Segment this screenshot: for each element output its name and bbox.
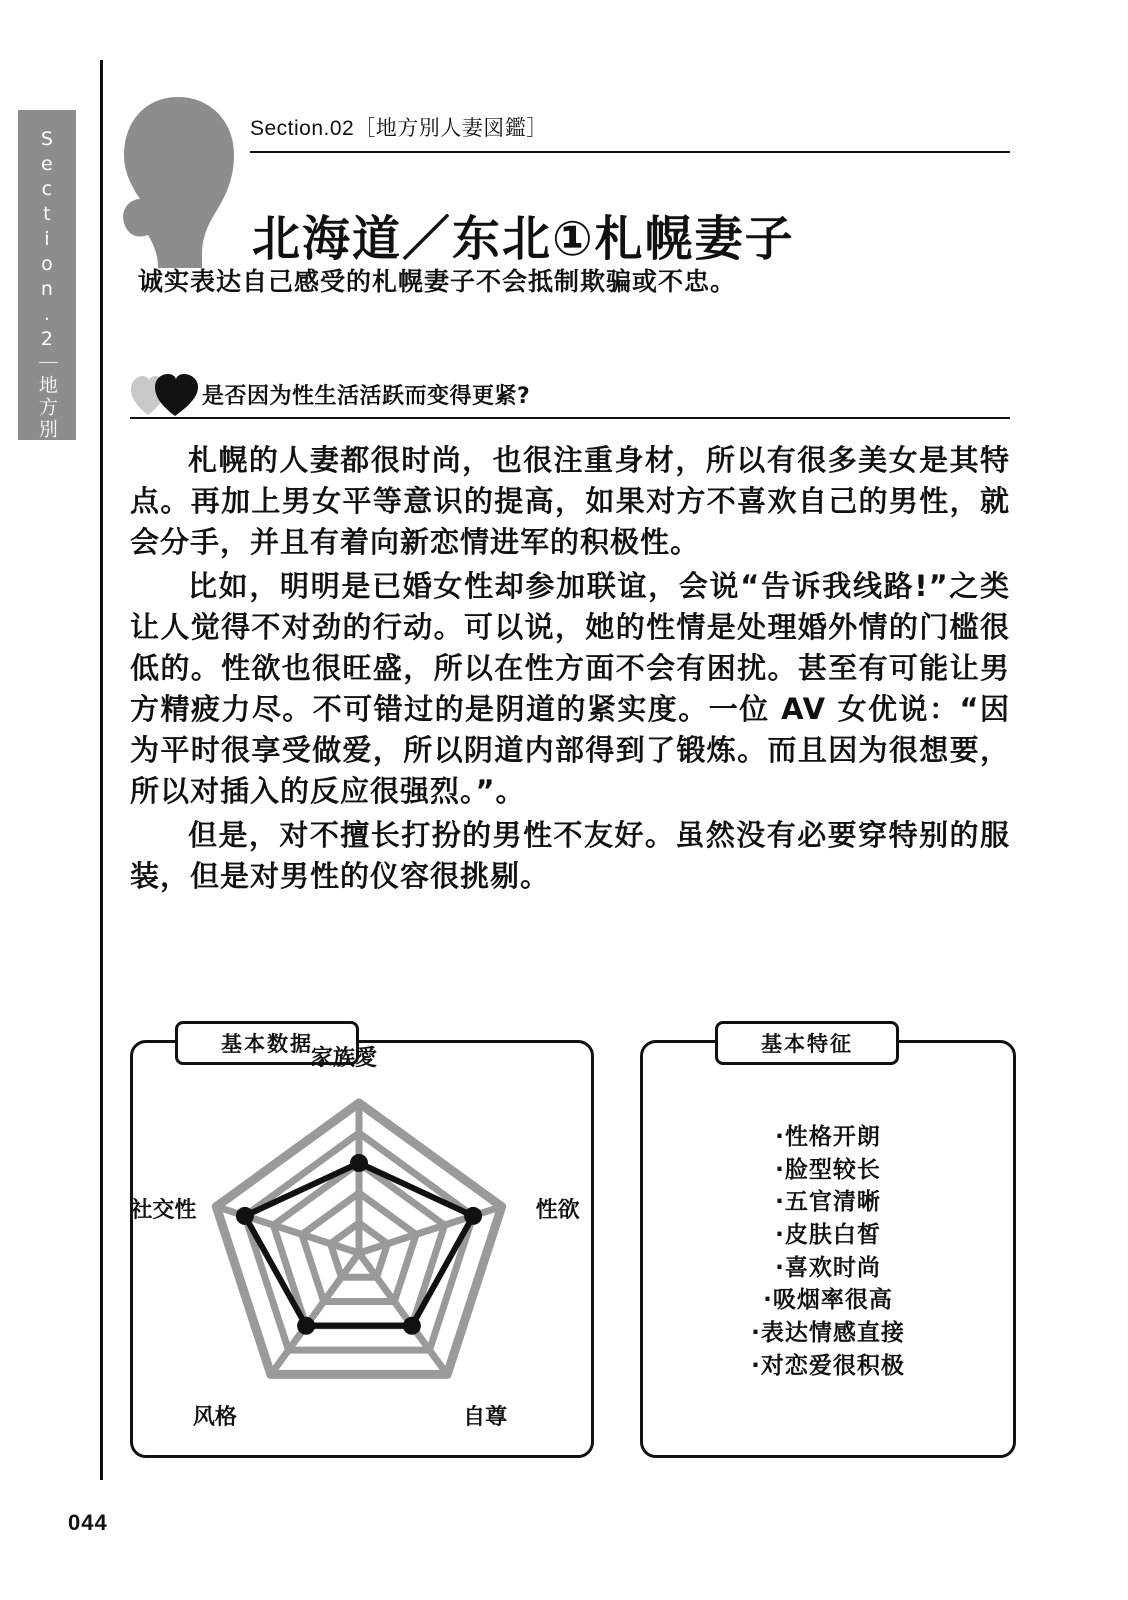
radar-axis-label-libido: 性欲 bbox=[535, 1197, 580, 1223]
paragraph: 札幌的人妻都很时尚，也很注重身材，所以有很多美女是其特点。再加上男女平等意识的提高，如果对方不喜欢自己的男性，就会分手，并且有着向新恋情进军的积极性。 bbox=[130, 443, 1010, 560]
radar-axis-label-family: 家族愛 bbox=[311, 1046, 378, 1071]
radar-axis-label-style: 风格 bbox=[192, 1405, 237, 1431]
double-heart-icon bbox=[130, 374, 200, 416]
basic-traits-panel-title: 基本特征 bbox=[715, 1021, 899, 1065]
radar-chart-svg bbox=[133, 1057, 585, 1449]
paragraph: 比如，明明是已婚女性却参加联谊，会说“告诉我线路!”之类让人觉得不对劲的行动。可以说，她的性情是处理婚外情的门槛很低的。性欲也很旺盛，所以在性方面不会有困扰。甚至有可能让男方精疲力尽。不可错过的是阴道的紧实度。一位 AV 女优说：“因为平时很享受做爱，所以阴道内部得到了锻炼。而且因为很想要，所以对插入的反应很强烈。”。 bbox=[130, 568, 1010, 809]
section-header bbox=[250, 112, 1010, 153]
basic-traits-panel bbox=[640, 1032, 1016, 1458]
traits-list bbox=[643, 1121, 1013, 1382]
page-title: 北海道／东北①札幌妻子 bbox=[252, 211, 795, 268]
list-item: ·皮肤白皙 bbox=[775, 1221, 881, 1248]
paragraph: 但是，对不擅长打扮的男性不友好。虽然没有必要穿特别的服装，但是对男性的仪容很挑剔。 bbox=[130, 817, 1010, 893]
list-item: ·对恋爱很积极 bbox=[751, 1352, 905, 1379]
page-left-rule bbox=[100, 60, 103, 1480]
list-item: ·吸烟率很高 bbox=[763, 1287, 893, 1314]
radar-axis-label-selfesteem: 自尊 bbox=[463, 1405, 508, 1431]
list-item: ·五官清晰 bbox=[775, 1189, 881, 1216]
basic-data-panel bbox=[130, 1032, 594, 1458]
question-heading bbox=[130, 372, 1010, 422]
page-subtitle: 诚实表达自己感受的札幌妻子不会抵制欺骗或不忠。 bbox=[138, 267, 737, 296]
section-side-tab-label: Section.2｜地方別人妻図鑑 bbox=[35, 128, 58, 529]
section-label: Section.02［地方別人妻図鑑］ bbox=[250, 117, 548, 140]
basic-data-panel-title: 基本数据 bbox=[175, 1021, 359, 1065]
section-divider bbox=[250, 151, 1010, 153]
question-text: 是否因为性生活活跃而变得更紧? bbox=[202, 384, 531, 409]
radar-chart bbox=[130, 1046, 585, 1449]
list-item: ·性格开朗 bbox=[775, 1124, 881, 1150]
list-item: ·表达情感直接 bbox=[751, 1319, 905, 1346]
article-body bbox=[130, 440, 1010, 899]
list-item: ·脸型较长 bbox=[775, 1156, 881, 1183]
page-number: 044 bbox=[68, 1510, 108, 1535]
list-item: ·喜欢时尚 bbox=[775, 1254, 881, 1281]
section-side-tab bbox=[18, 110, 76, 529]
radar-axis-label-social: 社交性 bbox=[130, 1197, 197, 1223]
question-divider bbox=[130, 417, 1010, 419]
woman-head-silhouette-icon bbox=[118, 95, 238, 270]
